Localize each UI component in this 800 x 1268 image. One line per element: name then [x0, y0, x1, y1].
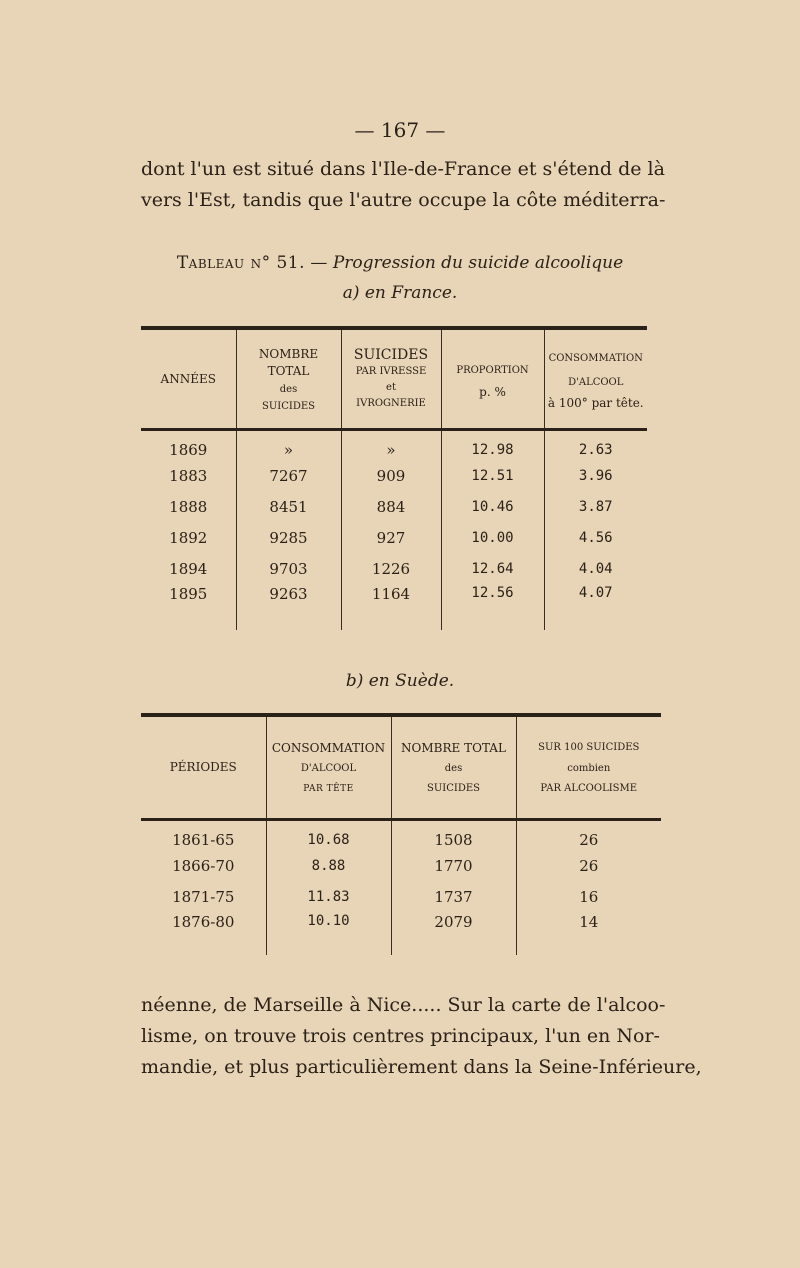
header-ivresse: SUICIDES PAR IVRESSE et IVROGNERIE	[341, 328, 441, 430]
table-cell: 11.83	[266, 882, 391, 913]
table-cell: »	[236, 430, 341, 461]
header-annees: ANNÉES	[141, 328, 236, 430]
table-row	[141, 554, 647, 585]
table-cell: 26	[516, 851, 661, 882]
table-cell: 1883	[169, 467, 208, 485]
header-alcoolisme: SUR 100 SUICIDES combien PAR ALCOOLISME	[516, 715, 661, 820]
table-cell: 1892	[169, 529, 208, 547]
text-line: vers l'Est, tandis que l'autre occupe la côte méditerra-	[141, 189, 666, 211]
table-cell: 26	[516, 820, 661, 851]
table-cell: 12.56	[441, 585, 544, 630]
table-cell: 1888	[169, 498, 208, 516]
table-cell: 909	[341, 461, 441, 492]
table-cell: 4.04	[544, 554, 647, 585]
intro-paragraph	[141, 154, 666, 216]
table-cell: 2.63	[544, 430, 647, 461]
header-consommation: CONSOMMATION D'ALCOOL à 100° par tête.	[544, 328, 647, 430]
table-cell: 9703	[236, 554, 341, 585]
header-proportion: PROPORTION p. %	[441, 328, 544, 430]
table-cell: 10.68	[266, 820, 391, 851]
table-cell: 1861-65	[172, 830, 235, 849]
table-cell: 3.96	[544, 461, 647, 492]
table-header-row	[141, 715, 661, 820]
table-cell: 1871-75	[172, 888, 235, 906]
table-cell: 7267	[236, 461, 341, 492]
table-cell: 4.07	[544, 585, 647, 630]
table-cell: 16	[516, 882, 661, 913]
table-cell: 2079	[391, 913, 516, 955]
table-label: Tableau n° 51.	[176, 253, 306, 273]
table-cell: 1770	[391, 851, 516, 882]
subcaption-france: a) en France.	[342, 283, 458, 303]
table-caption	[0, 253, 800, 273]
table-cell: 1876-80	[172, 912, 235, 931]
table-cell: 1164	[341, 585, 441, 630]
header-consommation: CONSOMMATION D'ALCOOL PAR TÊTE	[266, 715, 391, 820]
table-cell: 1226	[341, 554, 441, 585]
table-row	[141, 523, 647, 554]
table-header-row	[141, 328, 647, 430]
table-cell: 1866-70	[172, 857, 235, 875]
table-row	[141, 430, 647, 461]
table-cell: 12.98	[441, 430, 544, 461]
table-cell: 14	[516, 913, 661, 955]
table-cell: 1895	[169, 584, 208, 603]
table-cell: 12.51	[441, 461, 544, 492]
table-cell: 3.87	[544, 492, 647, 523]
table-cell: 10.00	[441, 523, 544, 554]
table-cell: 8451	[236, 492, 341, 523]
outro-paragraph	[141, 990, 702, 1083]
table-row	[141, 882, 661, 913]
table-cell: 12.64	[441, 554, 544, 585]
page-number: — 167 —	[354, 118, 446, 142]
table-row	[141, 851, 661, 882]
table-cell: 1894	[169, 560, 208, 578]
table-cell: 884	[341, 492, 441, 523]
text-line: mandie, et plus particulièrement dans la Seine-Inférieure,	[141, 1056, 702, 1078]
table-row	[141, 913, 661, 955]
caption-dash: —	[310, 253, 328, 273]
text-line: néenne, de Marseille à Nice..... Sur la carte de l'alcoo-	[141, 994, 666, 1016]
table-cell: 1508	[391, 820, 516, 851]
table-title: Progression du suicide alcoolique	[332, 253, 624, 273]
table-row	[141, 820, 661, 851]
table-cell: 9285	[236, 523, 341, 554]
header-periodes: PÉRIODES	[141, 715, 266, 820]
table-cell: »	[341, 430, 441, 461]
table-suede	[141, 713, 661, 955]
table-cell: 1737	[391, 882, 516, 913]
header-total: NOMBRE TOTAL des SUICIDES	[236, 328, 341, 430]
table-cell: 927	[341, 523, 441, 554]
table-france	[141, 326, 647, 630]
table-row	[141, 492, 647, 523]
table-row	[141, 585, 647, 630]
table-cell: 10.10	[266, 913, 391, 955]
header-total: NOMBRE TOTAL des SUICIDES	[391, 715, 516, 820]
table-cell: 10.46	[441, 492, 544, 523]
table-cell: 4.56	[544, 523, 647, 554]
table-cell: 9263	[236, 585, 341, 630]
text-line: lisme, on trouve trois centres principaux, l'un en Nor-	[141, 1025, 660, 1047]
text-line: dont l'un est situé dans l'Ile-de-France et s'étend de là	[141, 158, 665, 180]
table-cell: 1869	[169, 440, 208, 459]
table-cell: 8.88	[266, 851, 391, 882]
table-row	[141, 461, 647, 492]
subcaption-suede: b) en Suède.	[345, 671, 455, 691]
